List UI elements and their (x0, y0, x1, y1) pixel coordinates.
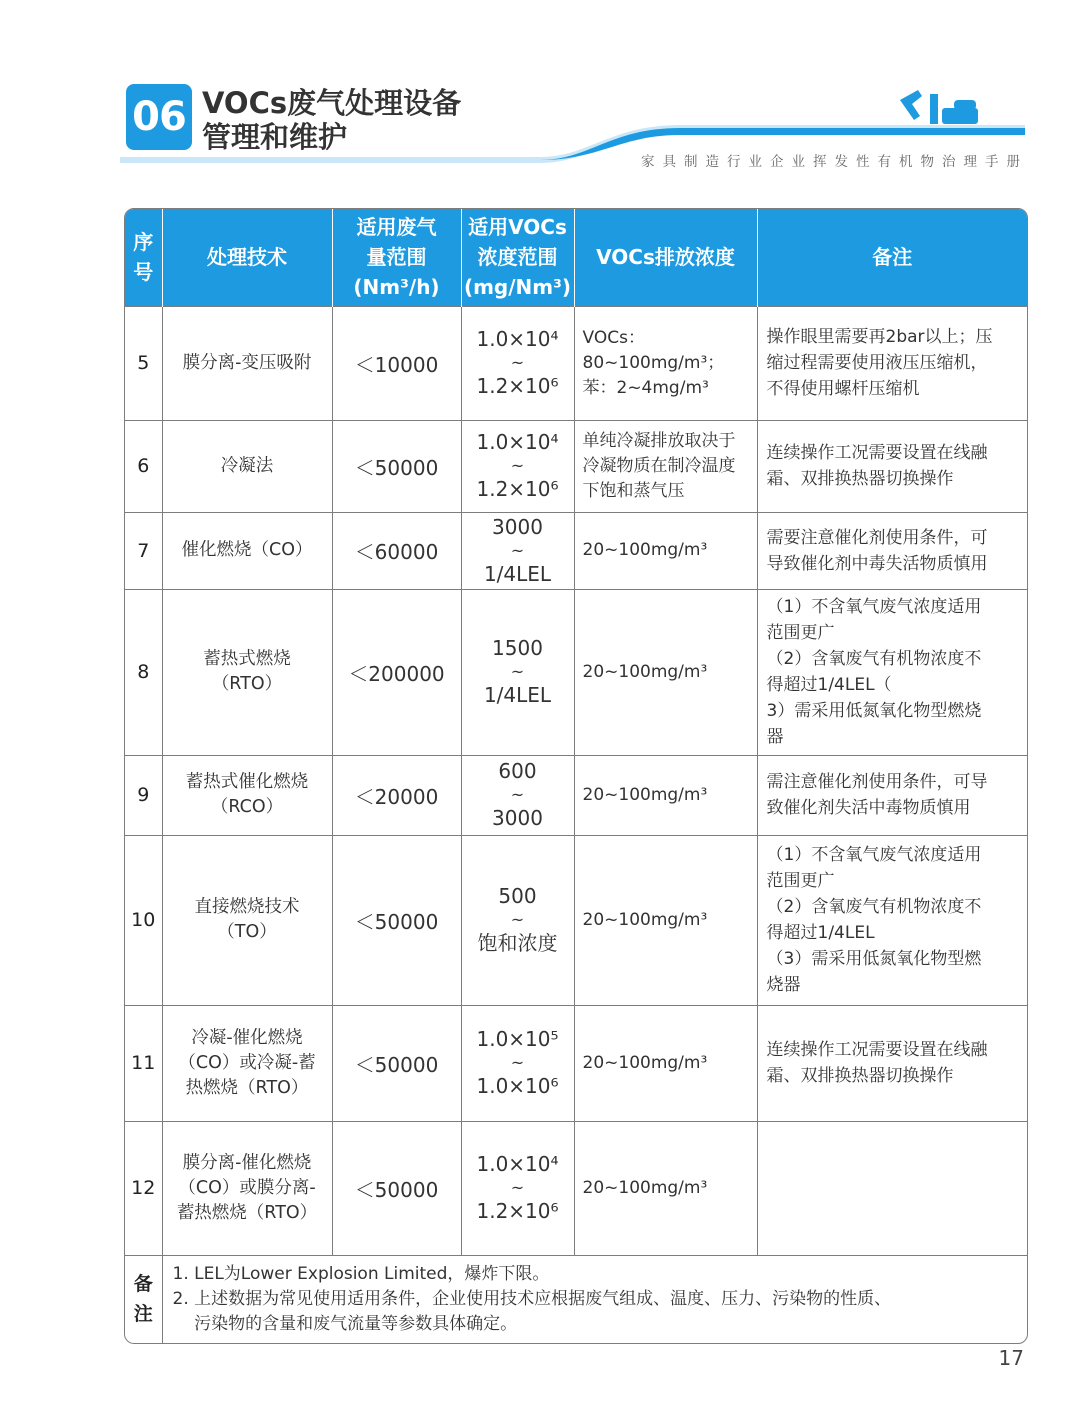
row-concentration-range: 600 ~ 3000 (461, 755, 574, 835)
row-concentration-range: 500 ~ 饱和浓度 (461, 835, 574, 1005)
header-concentration: 适用VOCs 浓度范围 (mg/Nm³) (461, 209, 574, 306)
row-technology: 冷凝-催化燃烧 （CO）或冷凝-蓄 热燃烧（RTO） (162, 1005, 332, 1121)
row-technology: 蓄热式催化燃烧 （RCO） (162, 755, 332, 835)
row-number: 9 (125, 755, 162, 835)
row-note: 需注意催化剂使用条件，可导 致催化剂失活中毒物质慎用 (757, 755, 1027, 835)
footnote-text: 1. LEL为Lower Explosion Limited，爆炸下限。 2. 上述数据为常见使用适用条件，企业使用技术应根据废气组成、温度、压力、污染物的性质、 污染物的含量和废气流量等参数具体确定。 (162, 1255, 1027, 1343)
book-subtitle: 家具制造行业企业挥发性有机物治理手册 (641, 154, 1028, 170)
factory-robot-icon (900, 90, 978, 124)
row-volume-range: ＜50000 (332, 1005, 461, 1121)
row-number: 6 (125, 420, 162, 512)
page-number: 17 (998, 1346, 1024, 1370)
table-row (125, 512, 1027, 589)
row-volume-range: ＜50000 (332, 420, 461, 512)
header-emission: VOCs排放浓度 (574, 209, 757, 306)
header-tech: 处理技术 (162, 209, 332, 306)
row-technology: 膜分离-催化燃烧 （CO）或膜分离- 蓄热燃烧（RTO） (162, 1121, 332, 1255)
row-emission: VOCs： 80~100mg/m³； 苯：2~4mg/m³ (574, 306, 757, 420)
row-number: 10 (125, 835, 162, 1005)
row-concentration-range: 1.0×10⁵ ~ 1.0×10⁶ (461, 1005, 574, 1121)
header-volume: 适用废气 量范围 (Nm³/h) (332, 209, 461, 306)
chapter-number-badge: 06 (126, 84, 192, 150)
table-row (125, 1005, 1027, 1121)
row-technology: 直接燃烧技术 （TO） (162, 835, 332, 1005)
row-note: 操作眼里需要再2bar以上；压 缩过程需要使用液压压缩机， 不得使用螺杆压缩机 (757, 306, 1027, 420)
row-note: （1）不含氧气废气浓度适用 范围更广 （2）含氧废气有机物浓度不 得超过1/4LEL（ 3）需采用低氮氧化物型燃烧 器 (757, 589, 1027, 755)
row-volume-range: ＜50000 (332, 1121, 461, 1255)
row-concentration-range: 1.0×10⁴ ~ 1.2×10⁶ (461, 306, 574, 420)
chapter-title-line2: 管理和维护 (202, 120, 348, 154)
table-row (125, 306, 1027, 420)
row-number: 11 (125, 1005, 162, 1121)
row-note: 需要注意催化剂使用条件，可 导致催化剂中毒失活物质慎用 (757, 512, 1027, 589)
footnote-label: 备 注 (125, 1255, 162, 1343)
row-concentration-range: 1.0×10⁴ ~ 1.2×10⁶ (461, 1121, 574, 1255)
row-technology: 蓄热式燃烧 （RTO） (162, 589, 332, 755)
row-volume-range: ＜200000 (332, 589, 461, 755)
chapter-title-line1: VOCs废气处理设备 (202, 86, 462, 120)
row-volume-range: ＜10000 (332, 306, 461, 420)
header-note: 备注 (757, 209, 1027, 306)
chapter-title (202, 86, 461, 154)
row-number: 8 (125, 589, 162, 755)
table-row (125, 755, 1027, 835)
table-row (125, 1121, 1027, 1255)
row-volume-range: ＜60000 (332, 512, 461, 589)
row-volume-range: ＜20000 (332, 755, 461, 835)
row-emission: 20~100mg/m³ (574, 835, 757, 1005)
row-emission: 单纯冷凝排放取决于 冷凝物质在制冷温度 下饱和蒸气压 (574, 420, 757, 512)
row-emission: 20~100mg/m³ (574, 755, 757, 835)
row-note: 连续操作工况需要设置在线融 霜、双排换热器切换操作 (757, 420, 1027, 512)
table-row (125, 589, 1027, 755)
row-concentration-range: 3000 ~ 1/4LEL (461, 512, 574, 589)
row-note (757, 1121, 1027, 1255)
voc-treatment-table (124, 208, 1028, 1344)
footnote-row (125, 1255, 1027, 1343)
row-technology: 膜分离-变压吸附 (162, 306, 332, 420)
row-technology: 催化燃烧（CO） (162, 512, 332, 589)
row-concentration-range: 1500 ~ 1/4LEL (461, 589, 574, 755)
row-emission: 20~100mg/m³ (574, 589, 757, 755)
row-emission: 20~100mg/m³ (574, 512, 757, 589)
row-note: （1）不含氧气废气浓度适用 范围更广 （2）含氧废气有机物浓度不 得超过1/4LEL （3）需采用低氮氧化物型燃 烧器 (757, 835, 1027, 1005)
table-row (125, 420, 1027, 512)
table-row (125, 835, 1027, 1005)
row-technology: 冷凝法 (162, 420, 332, 512)
row-emission: 20~100mg/m³ (574, 1121, 757, 1255)
row-number: 12 (125, 1121, 162, 1255)
row-emission: 20~100mg/m³ (574, 1005, 757, 1121)
row-concentration-range: 1.0×10⁴ ~ 1.2×10⁶ (461, 420, 574, 512)
row-volume-range: ＜50000 (332, 835, 461, 1005)
row-note: 连续操作工况需要设置在线融 霜、双排换热器切换操作 (757, 1005, 1027, 1121)
row-number: 5 (125, 306, 162, 420)
header-num: 序 号 (125, 209, 162, 306)
table-header-row (125, 209, 1027, 306)
row-number: 7 (125, 512, 162, 589)
